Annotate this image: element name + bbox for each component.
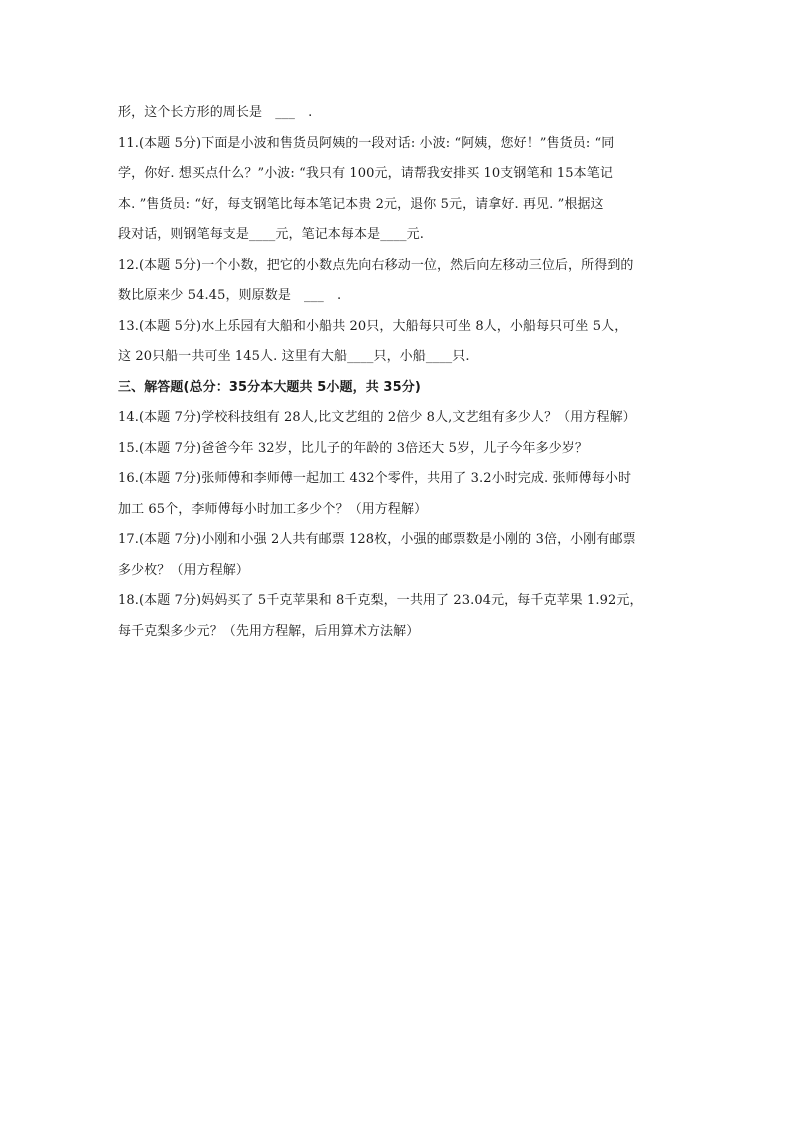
problem-17-line-2: 多少枚？（用方程解） [118, 562, 250, 578]
section-heading-answer-questions: 三、解答题(总分：35分本大题共 5小题，共 35分) [118, 379, 421, 395]
problem-18-line-1: 18.(本题 7分)妈妈买了 5千克苹果和 8千克梨，一共用了 23.04元，每千克苹果 1.92元， [118, 593, 643, 608]
problem-17-line-1: 17.(本题 7分)小刚和小强 2人共有邮票 128枚，小强的邮票数是小刚的 3倍，小刚有邮票 [118, 532, 636, 547]
problem-11-line-3: 本. ”售货员: “好，每支钢笔比每本笔记本贵 2元，退你 5元，请拿好. 再见. ”根据这 [118, 196, 604, 212]
problem-12-line-2: 数比原来少 54.45，则原数是 ___ . [118, 288, 342, 303]
problem-11-line-4: 段对话，则钢笔每支是____元，笔记本每本是____元. [118, 227, 424, 242]
problem-14: 14.(本题 7分)学校科技组有 28人,比文艺组的 2倍少 8人,文艺组有多少人？（用方程解） [118, 410, 636, 425]
problem-11-line-2: 学，你好. 想买点什么？”小波: “我只有 100元，请帮我安排买 10支钢笔和 15本笔记 [118, 166, 613, 181]
problem-16-line-2: 加工 65个，李师傅每小时加工多少个？（用方程解） [118, 501, 428, 517]
problem-18-line-2: 每千克梨多少元？（先用方程解，后用算术方法解） [118, 623, 420, 639]
problem-11-line-1: 11.(本题 5分)下面是小波和售货员阿姨的一段对话: 小波: “阿姨，您好！”售货员: “同 [118, 135, 615, 151]
problem-16-line-1: 16.(本题 7分)张师傅和李师傅一起加工 432个零件，共用了 3.2小时完成. 张师傅每小时 [118, 471, 632, 486]
problem-13-line-1: 13.(本题 5分)水上乐园有大船和小船共 20只，大船每只可坐 8人，小船每只可坐 5人， [118, 318, 628, 334]
problem-15: 15.(本题 7分)爸爸今年 32岁，比儿子的年龄的 3倍还大 5岁，儿子今年多少岁？ [118, 440, 589, 456]
problem-10-continuation: 形，这个长方形的周长是 ___ . [118, 105, 313, 120]
problem-12-line-1: 12.(本题 5分)一个小数，把它的小数点先向右移动一位，然后向左移动三位后，所得到的 [118, 257, 634, 273]
document-body [118, 100, 678, 649]
problem-13-line-2: 这 20只船一共可坐 145人. 这里有大船____只，小船____只. [118, 349, 470, 364]
